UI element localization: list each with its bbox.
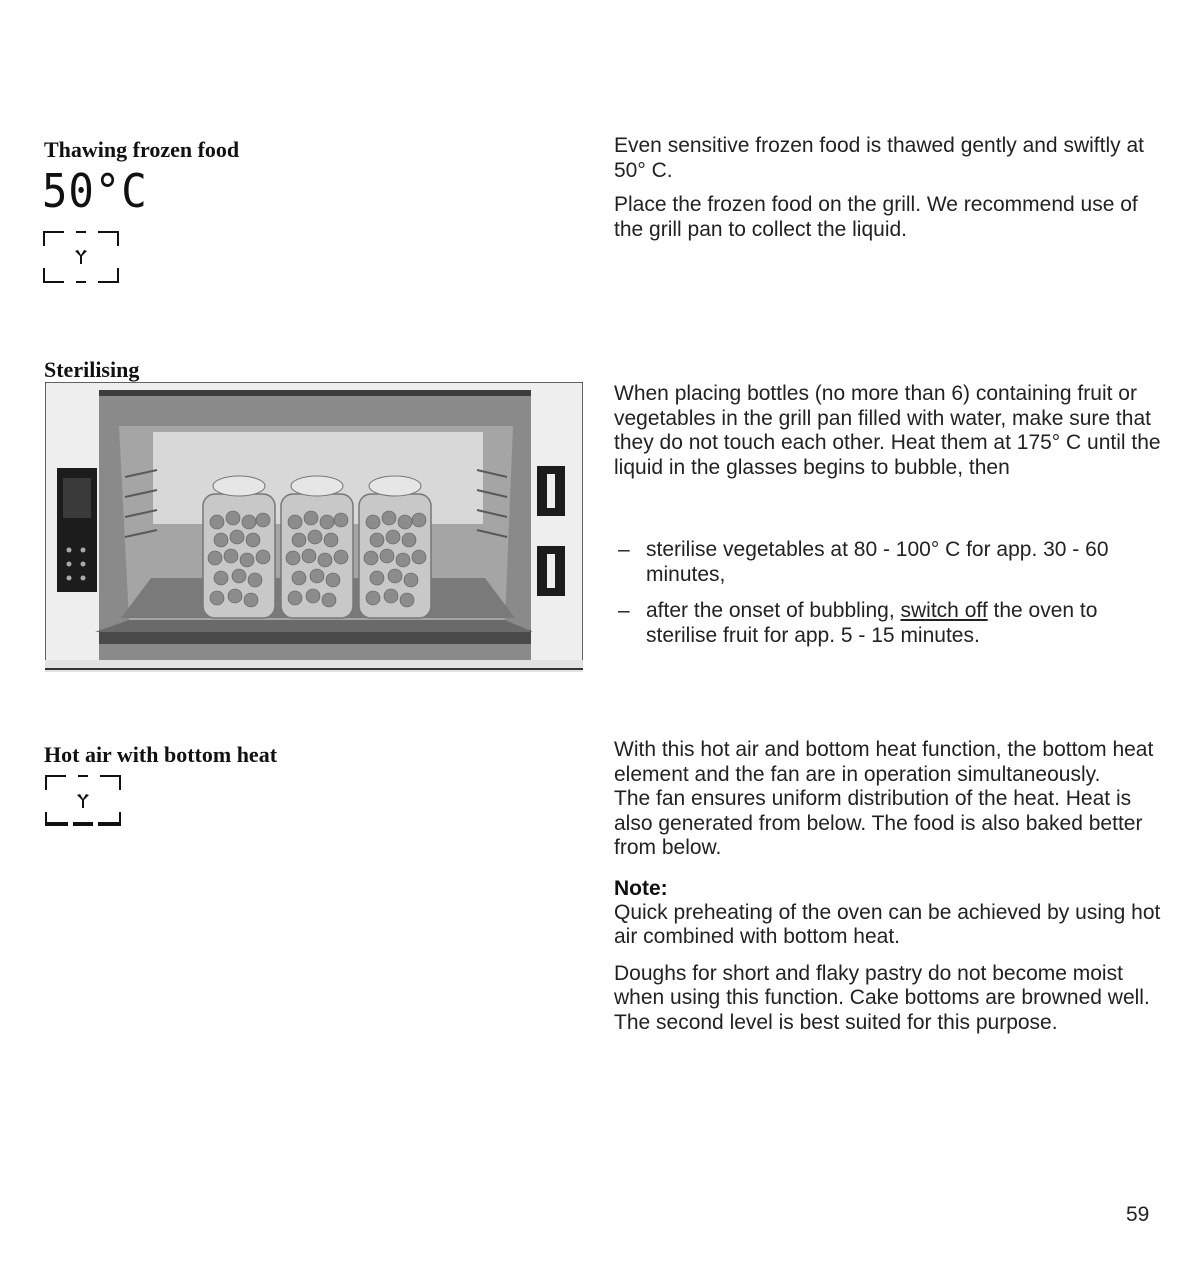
sterilising-text xyxy=(614,382,1164,660)
section-title-thawing: Thawing frozen food xyxy=(44,137,240,162)
sterilising-intro: When placing bottles (no more than 6) containing fruit or vegetables in the grill pan filled with water, make sure that they do not touch each other. Heat them at 175° C until the liquid in the glasses begins to bubble, then xyxy=(614,382,1161,479)
thawing-paragraph: Even sensitive frozen food is thawed gently and swiftly at 50° C. xyxy=(614,134,1144,182)
list-item: – sterilise vegetables at 80 - 100° C for app. 30 - 60 minutes, xyxy=(614,538,1164,587)
thawing-paragraph: Place the frozen food on the grill. We recommend use of the grill pan to collect the liquid. xyxy=(614,193,1138,241)
note-text: Quick preheating of the oven can be achieved by using hot air combined with bottom heat. xyxy=(614,900,1161,948)
thawing-text xyxy=(614,134,1164,242)
fan-bottom-heat-icon xyxy=(44,774,122,828)
page-number: 59 xyxy=(1126,1203,1150,1226)
oven-with-jars-illustration xyxy=(45,382,583,672)
hot-air-closing: Doughs for short and flaky pastry do not become moist when using this function. Cake bottoms are browned well. The second level is best suited for this purpose. xyxy=(614,961,1150,1034)
section-title-sterilising: Sterilising xyxy=(44,357,140,382)
temperature-display: 50°C xyxy=(42,164,148,218)
hot-air-paragraph: With this hot air and bottom heat function, the bottom heat element and the fan are in operation simultaneously. xyxy=(614,738,1154,786)
fan-frame-icon xyxy=(42,230,120,284)
hot-air-text xyxy=(614,738,1164,1035)
list-item xyxy=(614,599,1164,648)
section-title-hot-air-bottom-heat: Hot air with bottom heat xyxy=(44,742,278,767)
sterilising-list xyxy=(614,538,1164,648)
hot-air-paragraph: The fan ensures uniform distribution of the heat. Heat is also generated from below. The food is also baked better from below. xyxy=(614,787,1143,859)
note-label: Note: xyxy=(614,876,668,900)
list-item-text: the oven to sterilise fruit for app. 5 - 15 minutes. xyxy=(646,599,1098,647)
underlined-text: switch off xyxy=(900,599,988,622)
list-item-text: after the onset of bubbling, xyxy=(646,599,901,622)
